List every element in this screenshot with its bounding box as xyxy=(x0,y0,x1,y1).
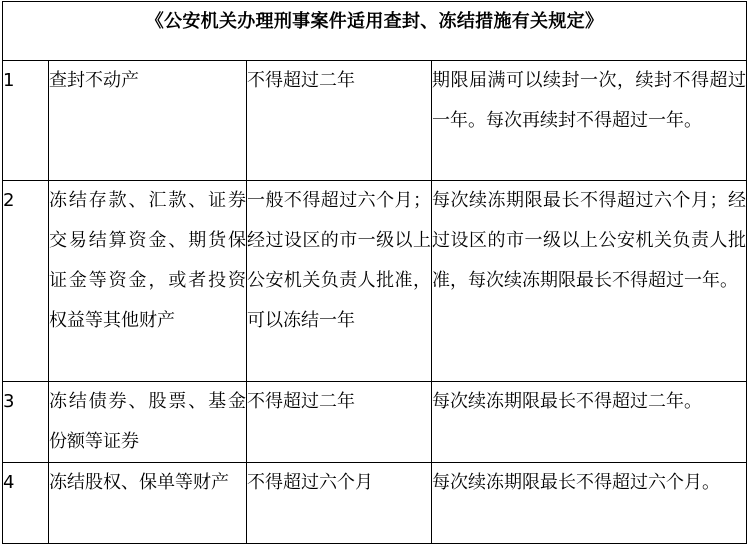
table-row xyxy=(3,181,747,382)
renewal-rule: 每次续冻期限最长不得超过二年。 xyxy=(432,382,747,463)
table-row xyxy=(3,463,747,544)
row-number: 1 xyxy=(3,61,49,181)
property-type: 冻结股权、保单等财产 xyxy=(49,463,247,544)
property-type: 冻结存款、汇款、证券交易结算资金、期货保证金等资金，或者投资权益等其他财产 xyxy=(49,181,247,382)
renewal-rule: 期限届满可以续封一次，续封不得超过一年。每次再续封不得超过一年。 xyxy=(432,61,747,181)
table-title: 《公安机关办理刑事案件适用查封、冻结措施有关规定》 xyxy=(3,2,747,61)
term-limit: 一般不得超过六个月；经过设区的市一级以上公安机关负责人批准，可以冻结一年 xyxy=(247,181,432,382)
title-row xyxy=(3,2,747,61)
renewal-rule: 每次续冻期限最长不得超过六个月；经过设区的市一级以上公安机关负责人批准，每次续冻期限最长不得超过一年。 xyxy=(432,181,747,382)
property-type: 查封不动产 xyxy=(49,61,247,181)
term-limit: 不得超过二年 xyxy=(247,382,432,463)
regulation-table xyxy=(2,1,747,544)
term-limit: 不得超过六个月 xyxy=(247,463,432,544)
row-number: 4 xyxy=(3,463,49,544)
renewal-rule: 每次续冻期限最长不得超过六个月。 xyxy=(432,463,747,544)
property-type: 冻结债券、股票、基金份额等证券 xyxy=(49,382,247,463)
table-row xyxy=(3,382,747,463)
term-limit: 不得超过二年 xyxy=(247,61,432,181)
row-number: 3 xyxy=(3,382,49,463)
row-number: 2 xyxy=(3,181,49,382)
table-row xyxy=(3,61,747,181)
